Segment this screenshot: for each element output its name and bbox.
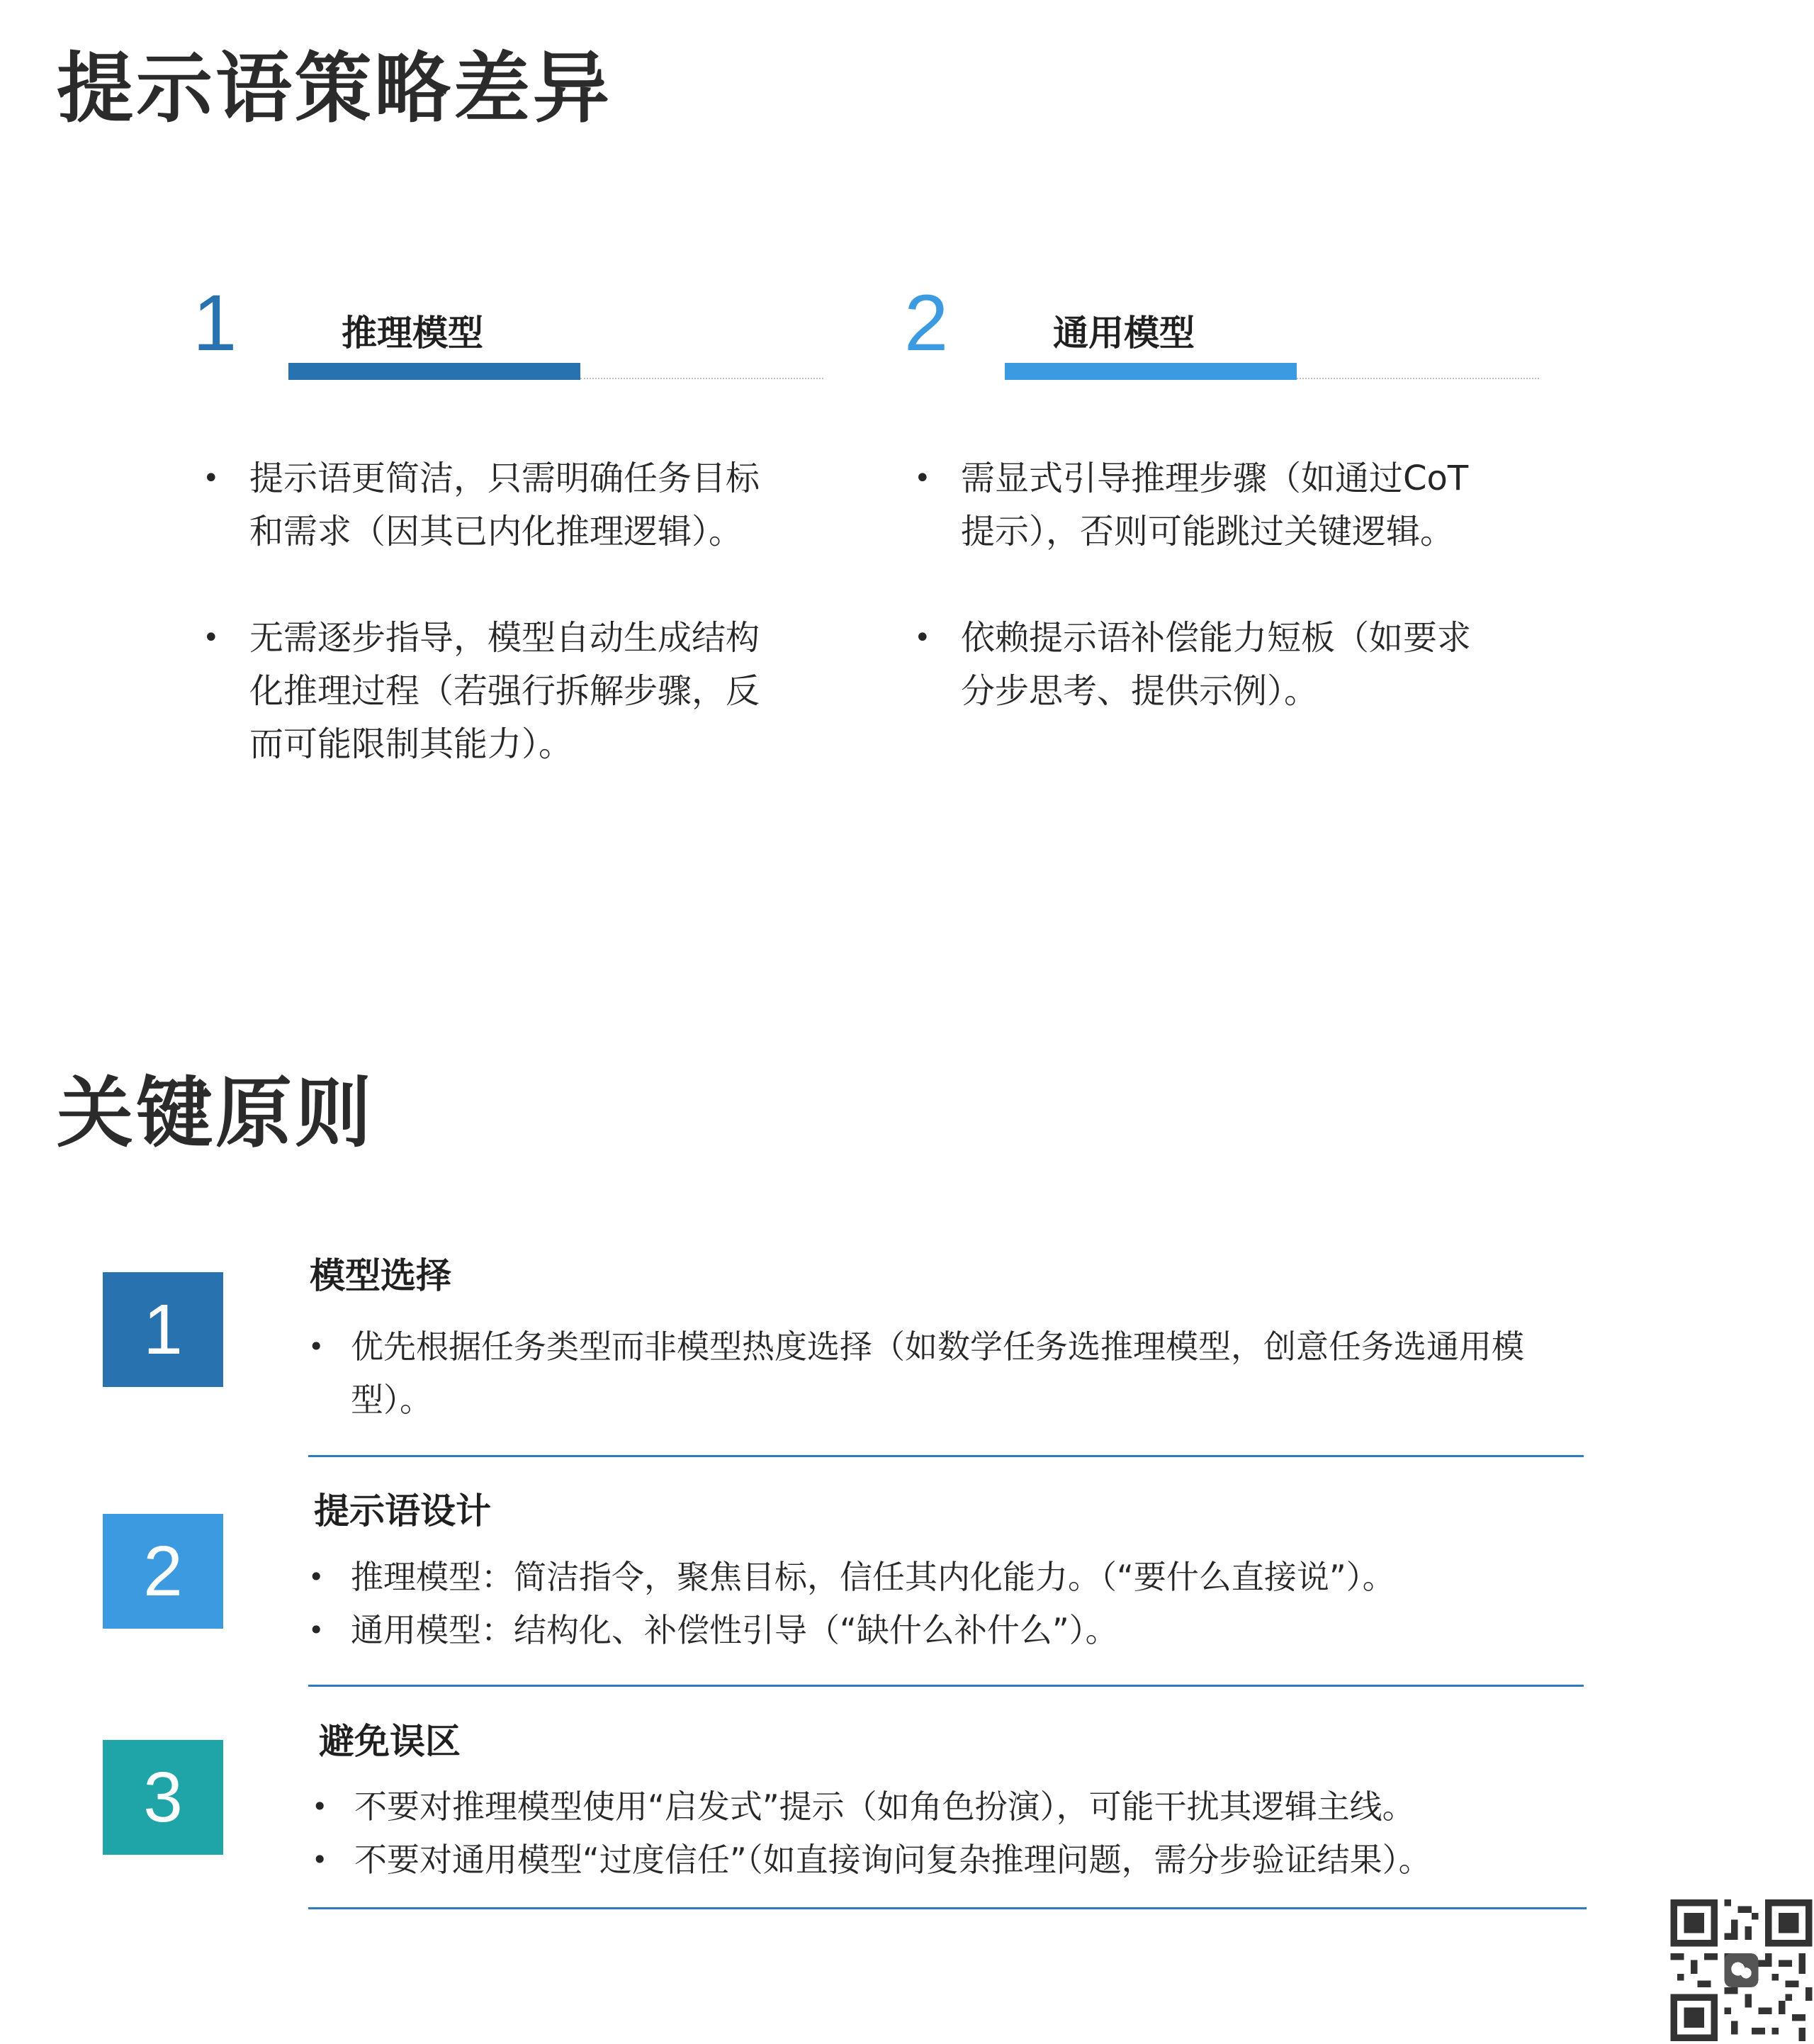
principle-title: 提示语设计 [314, 1490, 491, 1532]
list-item: • 无需逐步指导，模型自动生成结构化推理过程（若强行拆解步骤，反而可能限制其能力）。 [193, 612, 760, 771]
principle-avoid-pitfalls [103, 1712, 1591, 1924]
column-number: 1 [193, 279, 237, 367]
bullet-list [308, 1551, 1570, 1657]
column-title: 推理模型 [342, 313, 483, 354]
principle-title: 模型选择 [310, 1255, 451, 1296]
principle-number-badge: 1 [103, 1272, 223, 1387]
wechat-qr-code-icon [1669, 1899, 1814, 2041]
bullet-list [312, 1780, 1573, 1887]
dotted-divider [580, 378, 823, 379]
bullet-list [904, 452, 1471, 771]
principle-number-badge: 2 [103, 1514, 223, 1629]
list-item: • 不要对通用模型“过度信任”（如直接询问复杂推理问题，需分步验证结果）。 [312, 1834, 1573, 1887]
column-accent-bar [288, 363, 580, 380]
list-item: • 通用模型：结构化、补偿性引导（“缺什么补什么”）。 [308, 1604, 1570, 1657]
bullet-list [308, 1320, 1541, 1427]
column-title: 通用模型 [1053, 313, 1195, 354]
principle-number-badge: 3 [103, 1740, 223, 1855]
principle-divider [308, 1907, 1587, 1909]
list-item: • 不要对推理模型使用“启发式”提示（如角色扮演），可能干扰其逻辑主线。 [312, 1780, 1573, 1834]
principle-divider [308, 1455, 1584, 1457]
list-item: • 提示语更简洁，只需明确任务目标和需求（因其已内化推理逻辑）。 [193, 452, 760, 558]
principle-prompt-design [103, 1481, 1591, 1694]
principle-title: 避免误区 [319, 1721, 461, 1762]
section-title-principles: 关键原则 [57, 1069, 375, 1158]
principle-divider [308, 1685, 1584, 1687]
list-item: • 推理模型：简洁指令，聚焦目标，信任其内化能力。（“要什么直接说”）。 [308, 1551, 1570, 1604]
list-item: • 依赖提示语补偿能力短板（如要求分步思考、提供示例）。 [904, 612, 1471, 718]
column-accent-bar [1005, 363, 1297, 380]
list-item: • 优先根据任务类型而非模型热度选择（如数学任务选推理模型，创意任务选通用模型）。 [308, 1320, 1541, 1427]
list-item: • 需显式引导推理步骤（如通过CoT提示），否则可能跳过关键逻辑。 [904, 452, 1471, 558]
principle-model-selection [103, 1244, 1591, 1464]
dotted-divider [1297, 378, 1539, 379]
section-title-strategy: 提示语策略差异 [57, 45, 613, 133]
column-number: 2 [904, 279, 949, 367]
bullet-list [193, 452, 760, 824]
